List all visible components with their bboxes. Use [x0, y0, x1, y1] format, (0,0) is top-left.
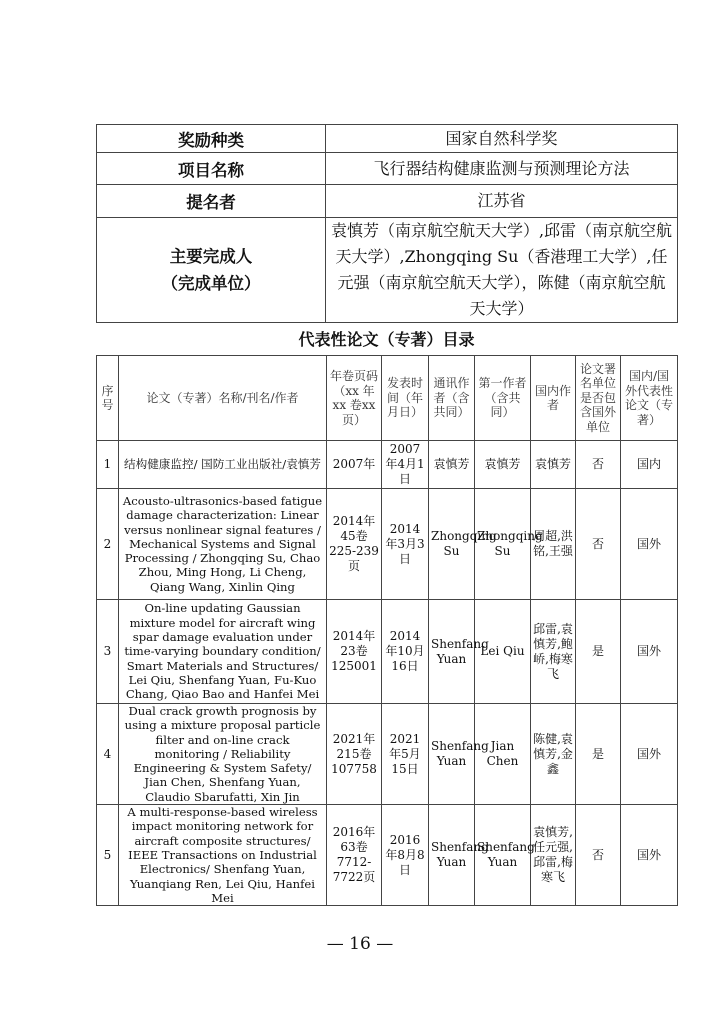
row-date: 2007年4月1日	[382, 441, 429, 489]
row-first-author: Shenfang Yuan	[475, 805, 531, 906]
row-no: 2	[97, 489, 119, 600]
row-no: 1	[97, 441, 119, 489]
row-domestic: 袁慎芳	[531, 441, 576, 489]
row-date: 2014年3月3日	[382, 489, 429, 600]
row-volume: 2016年63卷7712-7722页	[327, 805, 382, 906]
row-scope: 国外	[621, 600, 678, 704]
row-foreign-unit: 否	[576, 805, 621, 906]
row-title: Dual crack growth prognosis by using a mixture proposal particle filter and on-line crack monitoring / Reliability Engineering & System Safety/ Jian Chen, Shenfang Yuan, Claudio Sbarufatti, Xin Jin	[119, 704, 327, 805]
papers-section-title: 代表性论文（专著）目录	[298, 330, 475, 349]
row-first-author: 袁慎芳	[475, 441, 531, 489]
row-title: 结构健康监控/ 国防工业出版社/袁慎芳	[119, 441, 327, 489]
row-first-author: Jian Chen	[475, 704, 531, 805]
row-volume: 2014年23卷125001	[327, 600, 382, 704]
row-volume: 2021年215卷107758	[327, 704, 382, 805]
row-date: 2014年10月16日	[382, 600, 429, 704]
row-corresponding: Shenfang Yuan	[429, 805, 475, 906]
table-row	[97, 600, 678, 704]
row-corresponding: Zhongqing Su	[429, 489, 475, 600]
header-corresponding: 通讯作者（含共同）	[429, 356, 475, 441]
row-foreign-unit: 是	[576, 600, 621, 704]
award-type-label: 奖励种类	[97, 125, 326, 153]
nominator-row	[97, 185, 678, 218]
row-no: 5	[97, 805, 119, 906]
row-scope: 国内	[621, 441, 678, 489]
row-volume: 2014年45卷225-239页	[327, 489, 382, 600]
row-volume: 2007年	[327, 441, 382, 489]
project-name-label: 项目名称	[97, 153, 326, 185]
header-domestic: 国内作者	[531, 356, 576, 441]
header-title: 论文（专著）名称/刊名/作者	[119, 356, 327, 441]
main-contributors-value: 袁慎芳（南京航空航天大学）,邱雷（南京航空航天大学）,Zhongqing Su（香港理工大学）,任元强（南京航空航天大学），陈健（南京航空航天大学）	[326, 218, 678, 323]
row-scope: 国外	[621, 704, 678, 805]
main-contributors-label	[97, 218, 326, 323]
row-no: 3	[97, 600, 119, 704]
row-scope: 国外	[621, 489, 678, 600]
award-info-table	[96, 124, 678, 323]
header-date: 发表时间（年月日）	[382, 356, 429, 441]
nominator-label: 提名者	[97, 185, 326, 218]
row-domestic: 陈健,袁慎芳,金鑫	[531, 704, 576, 805]
row-first-author: Lei Qiu	[475, 600, 531, 704]
header-scope: 国内/国外代表性论文（专著）	[621, 356, 678, 441]
row-domestic: 袁慎芳,任元强,邱雷,梅寒飞	[531, 805, 576, 906]
row-title: A multi-response-based wireless impact monitoring network for aircraft composite structures/ IEEE Transactions on Industrial Electronics/ Shenfang Yuan, Yuanqiang Ren, Lei Qiu, Hanfei Mei	[119, 805, 327, 906]
row-foreign-unit: 是	[576, 704, 621, 805]
papers-table	[96, 355, 678, 906]
main-contributors-label-line1: 主要完成人	[169, 247, 253, 266]
row-date: 2021年5月15日	[382, 704, 429, 805]
row-corresponding: 袁慎芳	[429, 441, 475, 489]
header-first-author: 第一作者（含共同）	[475, 356, 531, 441]
row-scope: 国外	[621, 805, 678, 906]
row-domestic: 周超,洪铭,王强	[531, 489, 576, 600]
project-name-row	[97, 153, 678, 185]
project-name-value: 飞行器结构健康监测与预测理论方法	[326, 153, 678, 185]
papers-header-row	[97, 356, 678, 441]
table-row	[97, 805, 678, 906]
row-domestic: 邱雷,袁慎芳,鲍峤,梅寒飞	[531, 600, 576, 704]
header-foreign-unit: 论文署名单位是否包含国外单位	[576, 356, 621, 441]
row-foreign-unit: 否	[576, 489, 621, 600]
header-no: 序号	[97, 356, 119, 441]
table-row	[97, 704, 678, 805]
main-contributors-row	[97, 218, 678, 323]
award-type-value: 国家自然科学奖	[326, 125, 678, 153]
table-row	[97, 489, 678, 600]
row-first-author: Zhongqing Su	[475, 489, 531, 600]
table-row	[97, 441, 678, 489]
row-no: 4	[97, 704, 119, 805]
header-volume: 年卷页码（xx 年 xx 卷xx页）	[327, 356, 382, 441]
nominator-value: 江苏省	[326, 185, 678, 218]
row-date: 2016年8月8日	[382, 805, 429, 906]
row-foreign-unit: 否	[576, 441, 621, 489]
row-corresponding: Shenfang Yuan	[429, 600, 475, 704]
page-number: — 16 —	[326, 934, 394, 954]
award-type-row	[97, 125, 678, 153]
row-corresponding: Shenfang Yuan	[429, 704, 475, 805]
main-contributors-label-line2: （完成单位）	[161, 274, 261, 293]
row-title: On-line updating Gaussian mixture model for aircraft wing spar damage evaluation under time-varying boundary condition/ Smart Materials and Structures/ Lei Qiu, Shenfang Yuan, Fu-Kuo Chang, Qiao Bao and Hanfei Mei	[119, 600, 327, 704]
row-title: Acousto-ultrasonics-based fatigue damage characterization: Linear versus nonlinear signal features / Mechanical Systems and Signal Processing / Zhongqing Su, Chao Zhou, Ming Hong, Li Cheng, Qiang Wang, Xinlin Qing	[119, 489, 327, 600]
